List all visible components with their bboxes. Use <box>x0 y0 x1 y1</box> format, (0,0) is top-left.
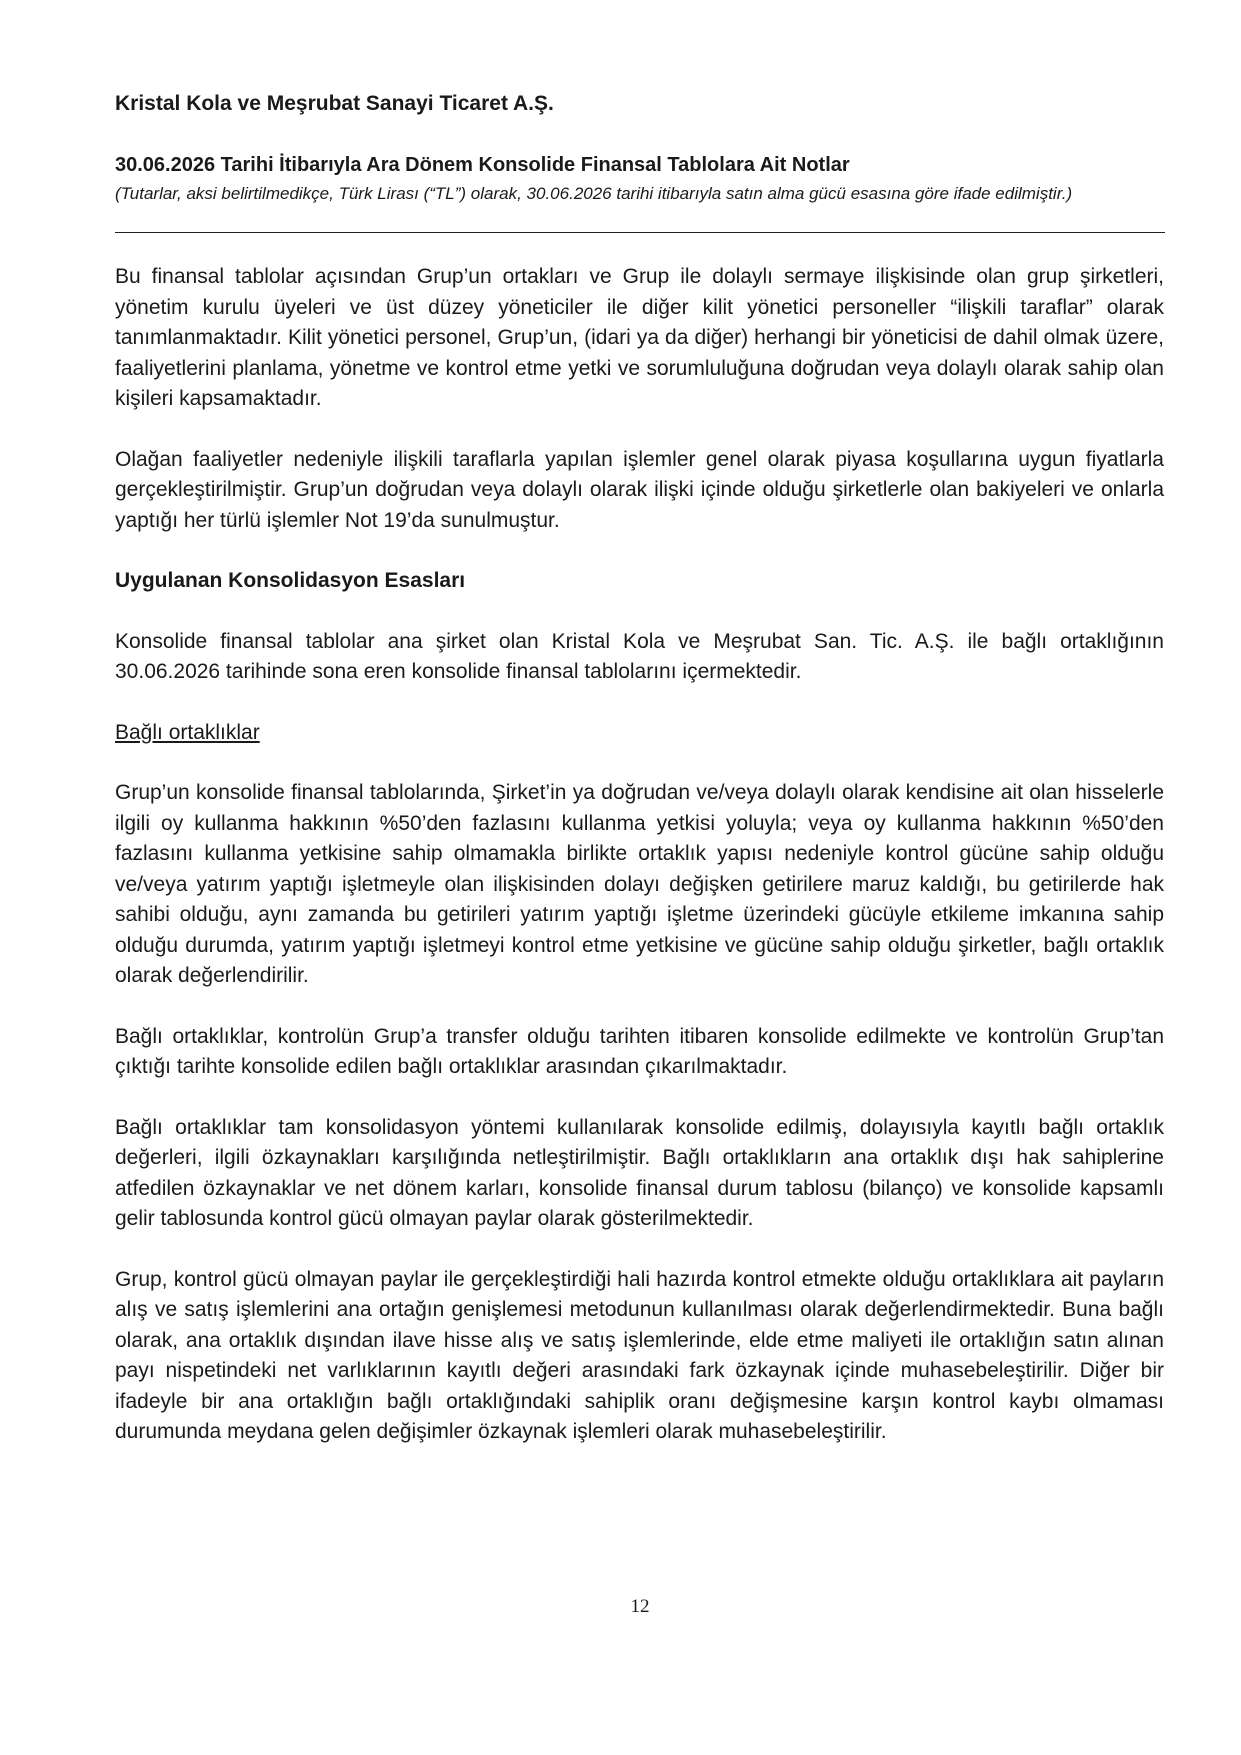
paragraph: Grup, kontrol gücü olmayan paylar ile gerçekleştirdiği hali hazırda kontrol etmekte olduğu ortaklıklara ait payların alış ve satış işlemlerini ana ortağın genişlemesi metodunun kullanılması olarak değerlendirmektedir. Buna bağlı olarak, ana ortaklık dışından ilave hisse alış ve satış işlemlerinde, elde etme maliyeti ile ortaklığın satın alınan payı nispetindeki net varlıklarının kayıtlı değeri arasındaki fark özkaynak içinde muhasebeleştirilir. Diğer bir ifadeyle bir ana ortaklığın bağlı ortaklığındaki sahiplik oranı değişmesine karşın kontrol kaybı olmaması durumunda meydana gelen değişimler özkaynak işlemleri olarak muhasebeleştirilir. <box>115 1267 1164 1443</box>
document-title: 30.06.2026 Tarihi İtibarıyla Ara Dönem Konsolide Finansal Tablolara Ait Notlar <box>115 154 850 176</box>
paragraph: Bağlı ortaklıklar, kontrolün Grup’a transfer olduğu tarihten itibaren konsolide edilmekte ve kontrolün Grup’tan çıktığı tarihte konsolide edilen bağlı ortaklıklar arasından çıkarılmaktadır. <box>115 1024 1164 1078</box>
paragraph: Konsolide finansal tablolar ana şirket olan Kristal Kola ve Meşrubat San. Tic. A.Ş. ile bağlı ortaklığının 30.06.2026 tarihinde sona eren konsolide finansal tablolarını içermektedir. <box>115 629 1164 683</box>
paragraph: Bu finansal tablolar açısından Grup’un ortakları ve Grup ile dolaylı sermaye ilişkisinde olan grup şirketleri, yönetim kurulu üyeleri ve üst düzey yöneticiler ile diğer kilit yönetici personeller “ilişkili taraflar” olarak tanımlanmaktadır. Kilit yönetici personel, Grup’un, (idari ya da diğer) herhangi bir yöneticisi de dahil olmak üzere, faaliyetlerini planlama, yönetme ve kontrol etme yetki ve sorumluluğuna doğrudan veya dolaylı olarak sahip olan kişileri kapsamaktadır. <box>115 265 1164 410</box>
paragraph: Olağan faaliyetler nedeniyle ilişkili taraflarla yapılan işlemler genel olarak piyasa koşullarına uygun fiyatlarla gerçekleştirilmiştir. Grup’un doğrudan veya dolaylı olarak ilişki içinde olduğu şirketlerle olan bakiyeleri ve onlarla yaptığı her türlü işlemler Not 19’da sunulmuştur. <box>115 447 1164 532</box>
header-divider <box>115 232 1165 233</box>
subsection-heading: Bağlı ortaklıklar <box>115 720 260 744</box>
page-number: 12 <box>630 1596 650 1617</box>
company-name: Kristal Kola ve Meşrubat Sanayi Ticaret A.Ş. <box>115 92 554 115</box>
document-body <box>115 262 1164 1478</box>
section-heading: Uygulanan Konsolidasyon Esasları <box>115 569 466 592</box>
paragraph: Bağlı ortaklıklar tam konsolidasyon yöntemi kullanılarak konsolide edilmiş, dolayısıyla kayıtlı bağlı ortaklık değerleri, ilgili özkaynakları karşılığında netleştirilmiştir. Bağlı ortaklıkların ana ortaklık dışı hak sahiplerine atfedilen özkaynaklar ve net dönem karları, konsolide finansal durum tablosu (bilanço) ve konsolide kapsamlı gelir tablosunda kontrol gücü olmayan paylar olarak gösterilmektedir. <box>115 1115 1164 1230</box>
document-page <box>115 0 1165 1755</box>
document-subtitle: (Tutarlar, aksi belirtilmedikçe, Türk Lirası (“TL”) olarak, 30.06.2026 tarihi itibarıyla satın alma gücü esasına göre ifade edilmiştir.) <box>115 184 1073 203</box>
paragraph: Grup’un konsolide finansal tablolarında, Şirket’in ya doğrudan ve/veya dolaylı olarak kendisine ait olan hisselerle ilgili oy kullanma hakkının %50’den fazlasını kullanma yetkisi yoluyla; veya oy kullanma hakkının %50’den fazlasını kullanma yetkisine sahip olmamakla birlikte ortaklık yapısı nedeniyle kontrol gücüne sahip olduğu ve/veya yatırım yaptığı işletmeyle olan ilişkisinden dolayı değişken getirilere maruz kaldığı, bu getirilerde hak sahibi olduğu, aynı zamanda bu getirileri yatırım yaptığı işletme üzerindeki gücüyle etkileme imkanına sahip olduğu durumda, yatırım yaptığı işletmeyi kontrol etme yetkisine ve gücüne sahip olduğu şirketler, bağlı ortaklık olarak değerlendirilir. <box>115 781 1164 987</box>
